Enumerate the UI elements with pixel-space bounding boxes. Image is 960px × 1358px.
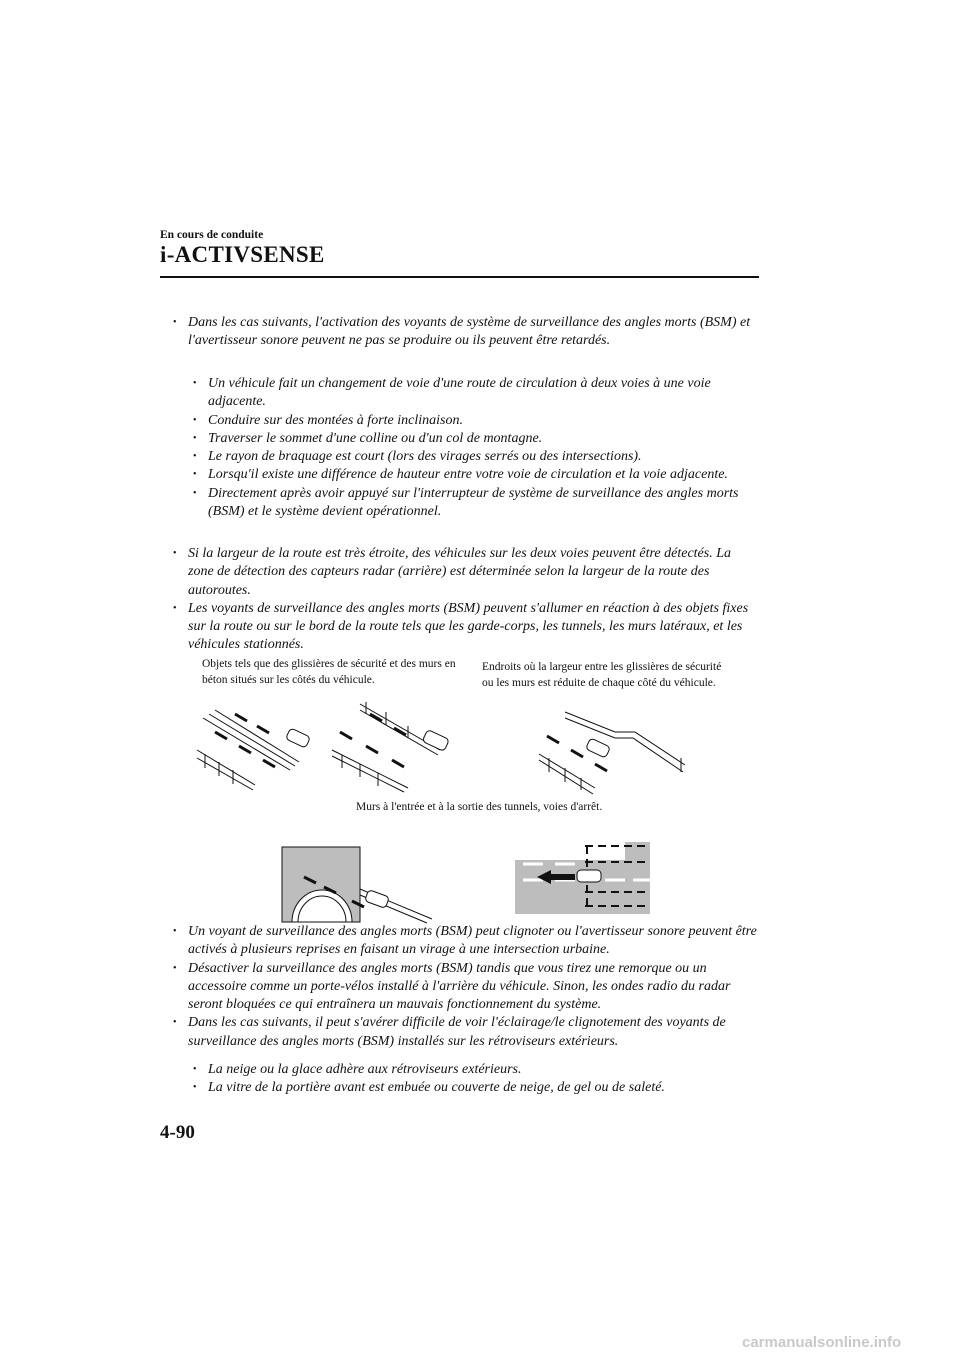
list-item: • La neige ou la glace adhère aux rétroviseurs extérieurs. [160, 1061, 760, 1079]
header-rule [160, 276, 759, 278]
list-item: • Le rayon de braquage est court (lors des virages serrés ou des intersections). [160, 448, 760, 466]
figure-caption-bottom: Murs à l'entrée et à la sortie des tunnels, voies d'arrêt. [356, 801, 603, 813]
figure-caption-left: Objets tels que des glissières de sécurité et des murs en béton situés sur les côtés du véhicule. [202, 658, 456, 686]
tunnel-illustration [282, 847, 432, 922]
narrowing-road-illustration [535, 710, 685, 795]
list-item: • Les voyants de surveillance des angles morts (BSM) peuvent s'allumer en réaction à des objets fixes sur la route ou sur le bord de la route tels que les garde-corps, les tunnels, les murs latéraux, et les véhicules stationnés. [160, 600, 760, 655]
list-item: • Un véhicule fait un changement de voie d'une route de circulation à deux voies à une voie adjacente. [160, 375, 760, 412]
watermark: carmanualsonline.info [742, 1334, 902, 1351]
sub-list-2 [160, 1061, 760, 1098]
section-label: En cours de conduite [160, 229, 264, 241]
bullet-list-1 [160, 314, 760, 351]
double-guardrail-illustration [330, 700, 465, 790]
sub-list-1 [160, 375, 760, 521]
list-item: • Lorsqu'il existe une différence de hauteur entre votre voie de circulation et la voie adjacente. [160, 466, 760, 484]
bullet-list-3 [160, 923, 760, 1051]
list-item: • Conduire sur des montées à forte inclinaison. [160, 412, 760, 430]
list-item: • Directement après avoir appuyé sur l'interrupteur de système de surveillance des angles morts (BSM) et le système devient opérationnel. [160, 485, 760, 522]
stopping-lane-illustration [515, 842, 655, 914]
guardrail-road-illustration [195, 700, 315, 790]
list-item: • Désactiver la surveillance des angles morts (BSM) tandis que vous tirez une remorque ou un accessoire comme un porte-vélos installé à l'arrière du véhicule. Sinon, les ondes radio du radar seront bloquées ce qui entraînera un mauvais fonctionnement du système. [160, 960, 760, 1015]
list-item: • Dans les cas suivants, l'activation des voyants de système de surveillance des angles morts (BSM) et l'avertisseur sonore peuvent ne pas se produire ou ils peuvent être retardés. [160, 314, 760, 351]
list-item: • Un voyant de surveillance des angles morts (BSM) peut clignoter ou l'avertisseur sonore peuvent être activés à plusieurs reprises en faisant un virage à une intersection urbaine. [160, 923, 760, 960]
list-item: • Si la largeur de la route est très étroite, des véhicules sur les deux voies peuvent être détectés. La zone de détection des capteurs radar (arrière) est déterminée selon la largeur de la route des autoroutes. [160, 545, 760, 600]
list-item: • Traverser le sommet d'une colline ou d'un col de montagne. [160, 430, 760, 448]
figure-caption-right: Endroits où la largeur entre les glissières de sécurité ou les murs est réduite de chaque côté du véhicule. [482, 661, 722, 689]
list-item: • Dans les cas suivants, il peut s'avérer difficile de voir l'éclairage/le clignotement des voyants de surveillance des angles morts (BSM) installés sur les rétroviseurs extérieurs. [160, 1014, 760, 1051]
chapter-title: i-ACTIVSENSE [160, 242, 325, 267]
bullet-list-2 [160, 545, 760, 655]
list-item: • La vitre de la portière avant est embuée ou couverte de neige, de gel ou de saleté. [160, 1079, 760, 1097]
page-number: 4-90 [160, 1122, 195, 1143]
